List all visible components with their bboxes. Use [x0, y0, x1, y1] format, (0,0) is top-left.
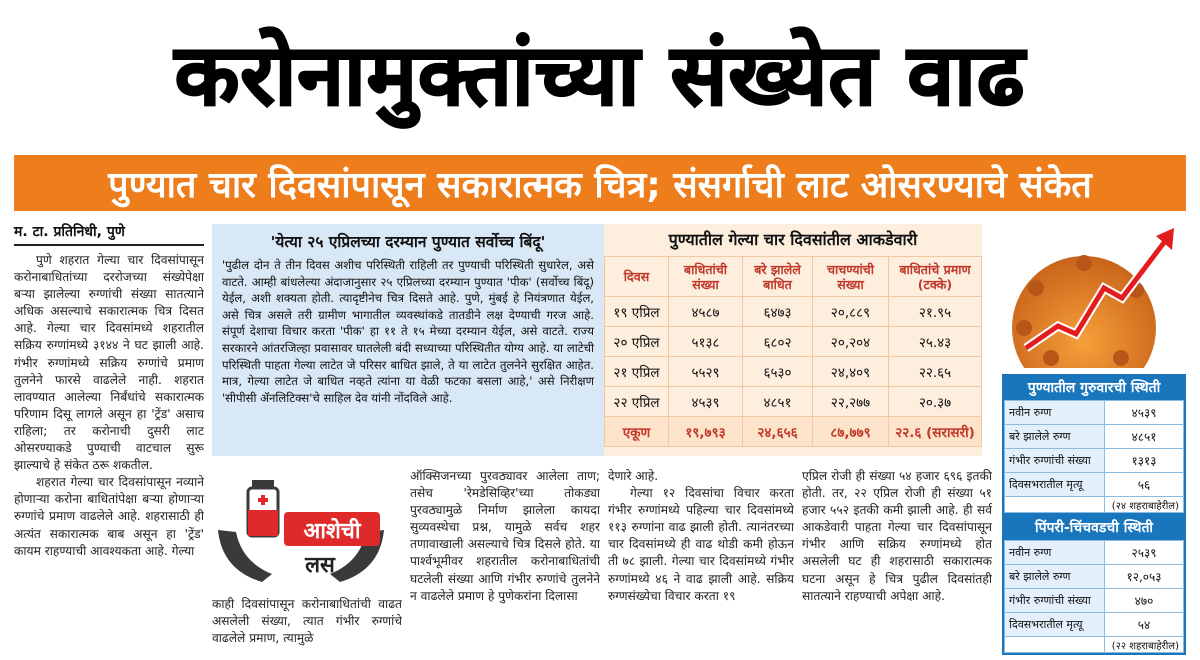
logo-line1: आशेची: [303, 519, 361, 544]
pcmc-table: [1004, 540, 1184, 653]
table-cell: दिवसभरातील मृत्यू: [1005, 613, 1105, 637]
table-cell: ५५२९: [669, 357, 743, 387]
table-cell: ४५८७: [669, 297, 743, 327]
virus-icon: [1012, 255, 1156, 368]
stats-header-row: [605, 257, 982, 297]
table-row: [1005, 425, 1184, 449]
table-cell: ५१३८: [669, 327, 743, 357]
table-row: [1005, 473, 1184, 497]
table-cell: ६४७३: [743, 297, 813, 327]
hope-vaccine-logo: [212, 470, 390, 590]
table-cell: ४७०: [1105, 589, 1184, 613]
stats-header-cell: बरे झालेले बाधित: [743, 257, 813, 297]
table-cell: ६५३०: [743, 357, 813, 387]
article-paragraph: देणारे आहे.: [608, 469, 659, 483]
table-row: [1005, 613, 1184, 637]
table-cell: ६८०२: [743, 327, 813, 357]
article-paragraph: पुणे शहरात गेल्या चार दिवसांपासून करोनाबाधितांच्या दररोजच्या संख्येपेक्षा बऱ्या झालेल्या रुग्णांची संख्या सातत्याने अधिक असल्याचे सकारात्मक चित्र दिसत आहे. गेल्या चार दिवसांमध्ये शहरातील सक्रिय रुग्णांमध्ये ३१४४ ने घट झाली आहे. गंभीर रुग्णांमध्ये सक्रिय रुग्णांचे प्रमाण तुलनेने फारसे वाढलेले नाही. शहरात लावण्यात आलेल्या निर्बंधांचे सकारात्मक परिणाम दिसू लागले असून हा 'ट्रेंड' असाच राहिला; तर करोनाची दुसरी लाट ओसरण्याकडे पुण्याची वाटचाल सुरू झाल्याचे हे संकेत ठरू शकतील.: [14, 253, 204, 473]
table-row: [1005, 497, 1184, 513]
headline: करोनामुक्तांच्या संख्येत वाढ: [174, 26, 1026, 124]
table-cell: ८७,७७९: [813, 417, 889, 447]
table-row: [605, 327, 982, 357]
article-column-5: [802, 468, 992, 658]
logo-line2: लस: [305, 553, 335, 578]
table-cell: २०,२०४: [813, 327, 889, 357]
table-row: [1005, 637, 1184, 653]
table-cell: २२ एप्रिल: [605, 387, 669, 417]
pune-thursday-panel: [1002, 374, 1186, 515]
table-cell: ४८५१: [1105, 425, 1184, 449]
table-cell: गंभीर रुग्णांची संख्या: [1005, 449, 1105, 473]
table-cell: २२.६ (सरासरी): [889, 417, 982, 447]
article-column-2: [212, 596, 402, 658]
table-cell: २१.९५: [889, 297, 982, 327]
table-cell: २०,८८९: [813, 297, 889, 327]
table-cell: ४५३९: [1105, 401, 1184, 425]
stats-header-cell: बाधितांची संख्या: [669, 257, 743, 297]
table-row: [1005, 401, 1184, 425]
table-cell: नवीन रुग्ण: [1005, 541, 1105, 565]
table-row: [605, 297, 982, 327]
table-total-row: [605, 417, 982, 447]
table-row: [1005, 565, 1184, 589]
table-row: [605, 357, 982, 387]
stats-header-cell: चाचण्यांची संख्या: [813, 257, 889, 297]
table-note: (२४ शहराबाहेरील): [1105, 497, 1184, 513]
article-column-3: [410, 468, 600, 658]
table-cell: २० एप्रिल: [605, 327, 669, 357]
table-row: [605, 387, 982, 417]
table-cell: २५.४३: [889, 327, 982, 357]
table-cell: बरे झालेले रुग्ण: [1005, 425, 1105, 449]
table-row: [1005, 449, 1184, 473]
table-cell: २१ एप्रिल: [605, 357, 669, 387]
article-paragraph: गेल्या १२ दिवसांचा विचार करता गंभीर रुग्णांमध्ये पहिल्या चार दिवसांमध्ये ११३ रुग्णांना वाढ झाली होती. त्यानंतरच्या चार दिवसांमध्ये ही वाढ थोडी कमी होऊन ती ७८ झाली. गेल्या चार दिवसांमध्ये गंभीर रुग्णांमध्ये ४६ ने वाढ झाली आहे. सक्रिय रुग्णसंख्येचा विचार करता १९: [608, 486, 794, 603]
table-cell: १९ एप्रिल: [605, 297, 669, 327]
table-cell: १९,७९३: [669, 417, 743, 447]
pune-thursday-table: [1004, 400, 1184, 513]
byline: म. टा. प्रतिनिधी, पुणे: [14, 224, 125, 240]
quote-title: 'येत्या २५ एप्रिलच्या दरम्यान पुण्यात सर्वोच्च बिंदू': [270, 233, 546, 251]
article-column-1: [14, 252, 204, 652]
pcmc-title: पिंपरी-चिंचवडची स्थिती: [1004, 516, 1184, 540]
table-cell: ४५३९: [669, 387, 743, 417]
subheadline-bar: [14, 155, 1186, 211]
article-paragraph: एप्रिल रोजी ही संख्या ५४ हजार ६९६ इतकी होती. तर, २२ एप्रिल रोजी ही संख्या ५१ हजार ५५२ इतकी कमी झाली आहे. ही सर्व आकडेवारी पाहता गेल्या चार दिवसांपासून गंभीर आणि सक्रिय रुग्णांमध्ये होत असलेली घट ही शहरासाठी सकारात्मक घटना असून हे चित्र पुढील दिवसांतही सातत्याने राहण्याची अपेक्षा आहे.: [802, 469, 992, 603]
byline-rule: [14, 244, 204, 246]
stats-box: [604, 224, 982, 456]
stats-header-cell: बाधितांचे प्रमाण (टक्के): [889, 257, 982, 297]
table-row: [1005, 589, 1184, 613]
pune-thursday-title: पुण्यातील गुरुवारची स्थिती: [1004, 376, 1184, 400]
article-paragraph: काही दिवसांपासून करोनाबाधितांची वाढत असलेली संख्या, त्यात गंभीर रुग्णांचे वाढलेले प्रमाण, त्यामुळे: [212, 597, 402, 646]
quote-box: [212, 224, 604, 456]
article-paragraph: ऑक्सिजनच्या पुरवठ्यावर आलेला ताण; तसेच 'रेमडेसिव्हिर'च्या तोकड्या पुरवठ्यामुळे निर्माण झालेला कायदा सुव्यवस्थेचा प्रश्न, यामुळे सर्वच शहर तणावाखाली असल्याचे चित्र दिसले होते. या पार्श्वभूमीवर शहरातील करोनाबाधितांची घटलेली संख्या आणि गंभीर रुग्णांचे तुलनेने न वाढलेले प्रमाण हे पुणेकरांना दिलासा: [410, 469, 600, 603]
table-cell: १३१३: [1105, 449, 1184, 473]
stats-title: पुण्यातील गेल्या चार दिवसांतील आकडेवारी: [668, 230, 918, 249]
virus-graph-illustration: [996, 218, 1186, 368]
pcmc-panel: [1002, 514, 1186, 655]
table-cell: २२.६५: [889, 357, 982, 387]
table-cell: १२,०५३: [1105, 565, 1184, 589]
table-cell: नवीन रुग्ण: [1005, 401, 1105, 425]
article-paragraph: शहरात गेल्या चार दिवसांपासून नव्याने होणाऱ्या करोना बाधितांपेक्षा बऱ्या होणाऱ्या रुग्णांचे प्रमाण वाढलेले आहे. शहरासाठी ही अत्यंत सकारात्मक बाब असून हा 'ट्रेंड' कायम राहण्याची आवश्यकता आहे. गेल्या: [14, 475, 204, 558]
table-cell: बरे झालेले रुग्ण: [1005, 565, 1105, 589]
stats-table: [604, 256, 982, 447]
table-cell: गंभीर रुग्णांची संख्या: [1005, 589, 1105, 613]
table-row: [1005, 541, 1184, 565]
table-cell: २४,४०९: [813, 357, 889, 387]
vaccine-vial-icon: [248, 480, 278, 536]
table-cell: २५३९: [1105, 541, 1184, 565]
headline-banner: [0, 0, 1200, 150]
table-note: (२२ शहराबाहेरील): [1105, 637, 1184, 653]
table-cell: दिवसभरातील मृत्यू: [1005, 473, 1105, 497]
table-cell: २०.३७: [889, 387, 982, 417]
quote-text: 'पुढील दोन ते तीन दिवस अशीच परिस्थिती राहिली तर पुण्याची परिस्थिती सुधारेल, असे वाटते. आम्ही बांधलेल्या अंदाजानुसार २५ एप्रिलच्या दरम्यान पुण्यात 'पीक' (सर्वोच्च बिंदू) येईल, अशी शक्यता होती. त्यादृष्टीनेच चित्र दिसते आहे. पुणे, मुंबई हे नियंत्रणात येईल, असे चित्र असले तरी ग्रामीण भागातील व्यवस्थांकडे तातडीने लक्ष देण्याची गरज आहे. संपूर्ण देशाचा विचार करता 'पीक' हा ११ ते १५ मेच्या दरम्यान येईल, असे वाटते. राज्य सरकारने आंतरजिल्हा प्रवासावर घातलेली बंदी सध्याच्या परिस्थितीत योग्य आहे. या लाटेची परिस्थिती पाहता गेल्या लाटेत जे परिसर बाधित झाले, ते या लाटेत तुलनेने सुरक्षित आहेत. मात्र, गेल्या लाटेत जे बाधित नव्हते त्यांना या वेळी फटका बसला आहे,' असे निरीक्षण 'सीपीसी ॲनलिटिक्स'चे साहिल देव यांनी नोंदविले आहे.: [222, 258, 594, 405]
table-cell: २४,६५६: [743, 417, 813, 447]
table-cell: ४८५१: [743, 387, 813, 417]
stats-header-cell: दिवस: [605, 257, 669, 297]
subheadline: पुण्यात चार दिवसांपासून सकारात्मक चित्र; संसर्गाची लाट ओसरण्याचे संकेत: [108, 164, 1092, 206]
table-cell: २२,२७७: [813, 387, 889, 417]
article-column-4: [608, 468, 794, 658]
table-cell: एकूण: [605, 417, 669, 447]
table-cell: ५६: [1105, 473, 1184, 497]
table-cell: ५४: [1105, 613, 1184, 637]
